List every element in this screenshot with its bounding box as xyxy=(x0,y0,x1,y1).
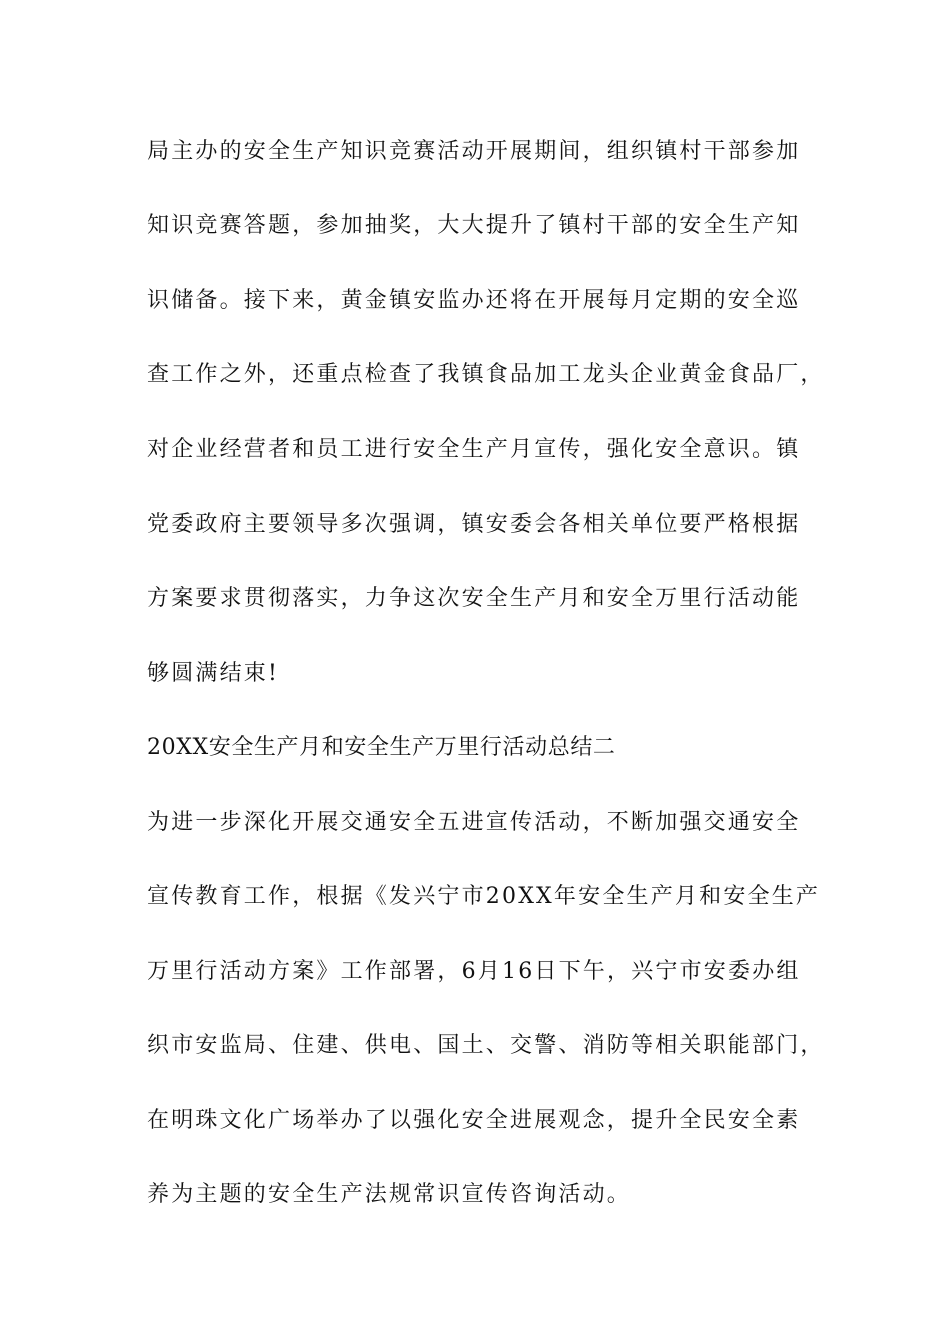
paragraph-line: 查工作之外，还重点检查了我镇食品加工龙头企业黄金食品厂， xyxy=(147,362,825,387)
paragraph-line: 对企业经营者和员工进行安全生产月宣传，强化安全意识。镇 xyxy=(147,437,801,462)
paragraph-line: 局主办的安全生产知识竞赛活动开展期间，组织镇村干部参加 xyxy=(147,139,801,164)
paragraph-line: 宣传教育工作，根据《发兴宁市20XX年安全生产月和安全生产 xyxy=(147,884,821,909)
paragraph-line: 万里行活动方案》工作部署，6月16日下午，兴宁市安委办组 xyxy=(147,959,801,984)
paragraph-line: 够圆满结束! xyxy=(147,661,280,686)
paragraph-line: 知识竞赛答题，参加抽奖，大大提升了镇村干部的安全生产知 xyxy=(147,213,801,238)
paragraph-line: 养为主题的安全生产法规常识宣传咨询活动。 xyxy=(147,1182,632,1207)
paragraph-line: 方案要求贯彻落实，力争这次安全生产月和安全万里行活动能 xyxy=(147,586,801,611)
paragraph-line: 党委政府主要领导多次强调，镇安委会各相关单位要严格根据 xyxy=(147,512,801,537)
paragraph-line: 织市安监局、住建、供电、国土、交警、消防等相关职能部门， xyxy=(147,1033,825,1058)
paragraph-line: 为进一步深化开展交通安全五进宣传活动，不断加强交通安全 xyxy=(147,810,801,835)
paragraph-line: 在明珠文化广场举办了以强化安全进展观念，提升全民安全素 xyxy=(147,1108,801,1133)
section-heading: 20XX安全生产月和安全生产万里行活动总结二 xyxy=(147,735,616,760)
paragraph-line: 识储备。接下来，黄金镇安监办还将在开展每月定期的安全巡 xyxy=(147,288,801,313)
